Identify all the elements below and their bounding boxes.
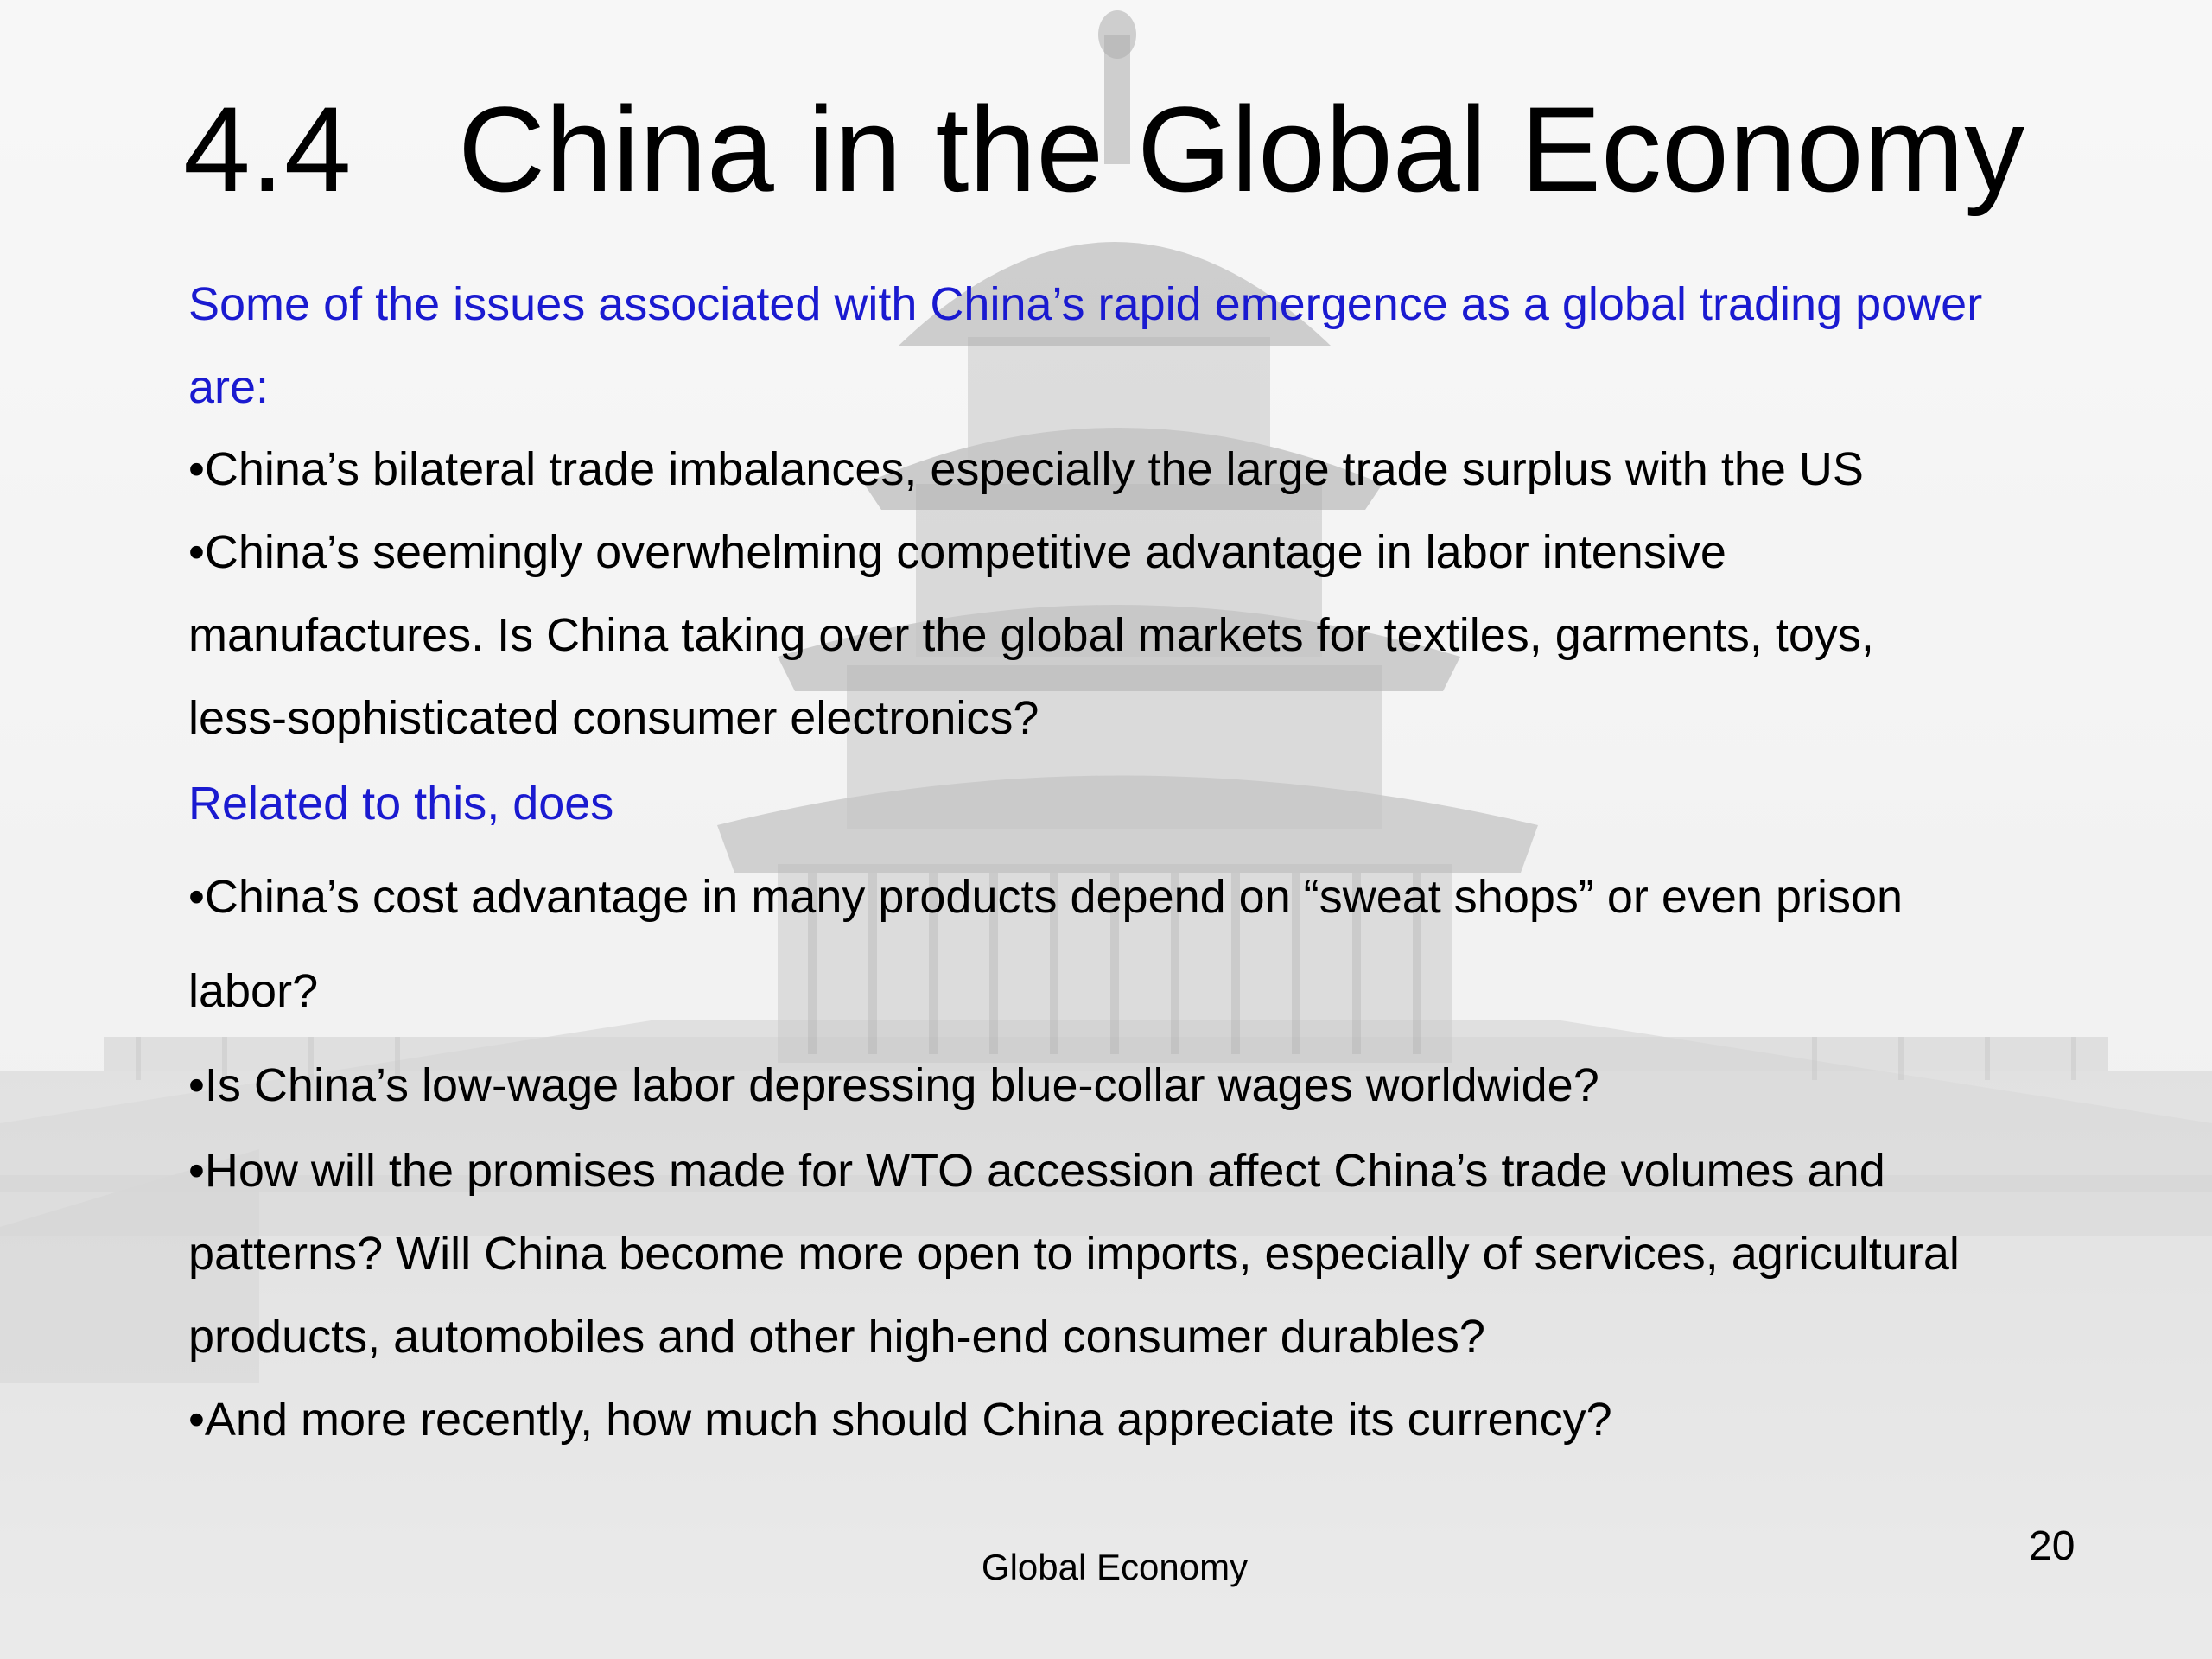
slide-title bbox=[183, 67, 2171, 240]
footer-title: Global Economy bbox=[981, 1547, 1249, 1587]
bullet-competitive-advantage-line-1: •China’s seemingly overwhelming competitive advantage in labor intensive bbox=[188, 526, 1726, 578]
bullet-wto-line-1: •How will the promises made for WTO accession affect China’s trade volumes and bbox=[188, 1145, 1885, 1197]
page-number: 20 bbox=[2029, 1523, 2075, 1569]
intro-line-1: Some of the issues associated with China’s rapid emergence as a global trading power bbox=[188, 278, 1983, 330]
bullet-currency: •And more recently, how much should China appreciate its currency? bbox=[188, 1394, 1612, 1446]
section-number: 4.4 bbox=[183, 81, 352, 217]
related-heading: Related to this, does bbox=[188, 778, 614, 830]
bullet-competitive-advantage-line-3: less-sophisticated consumer electronics? bbox=[188, 692, 1039, 744]
bullet-sweat-shops-line-1: •China’s cost advantage in many products depend on “sweat shops” or even prison bbox=[188, 871, 1904, 923]
bullet-sweat-shops-line-2: labor? bbox=[188, 965, 319, 1017]
intro-line-2: are: bbox=[188, 361, 270, 413]
bullet-wto-line-3: products, automobiles and other high-end consumer durables? bbox=[188, 1311, 1485, 1363]
bullet-competitive-advantage-line-2: manufactures. Is China taking over the global markets for textiles, garments, toys, bbox=[188, 609, 1874, 661]
title-text: China in the Global Economy bbox=[458, 81, 2025, 217]
bullet-trade-imbalances: •China’s bilateral trade imbalances, especially the large trade surplus with the US bbox=[188, 443, 1864, 495]
bullet-wto-line-2: patterns? Will China become more open to imports, especially of services, agricultural bbox=[188, 1228, 1960, 1280]
bullet-low-wage-labor: •Is China’s low-wage labor depressing blue-collar wages worldwide? bbox=[188, 1059, 1599, 1111]
